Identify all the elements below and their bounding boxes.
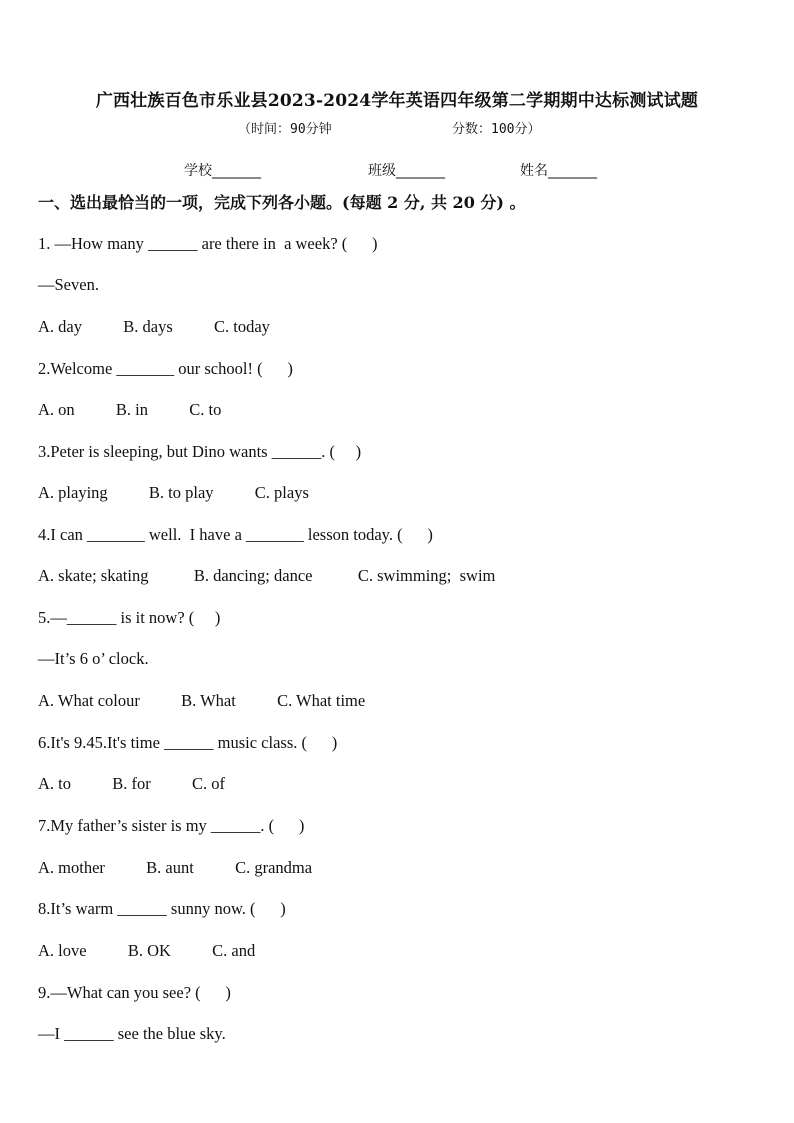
options-line: A. love B. OK C. and — [38, 941, 256, 960]
question-line: 7.My father’s sister is my ______. ( ) — [38, 816, 305, 835]
answer-line: —It’s 6 o’ clock. — [38, 649, 149, 668]
question-line: 2.Welcome _______ our school! ( ) — [38, 359, 293, 378]
question-line: 9.—What can you see? ( ) — [38, 983, 231, 1002]
class-field: 班级_______ — [368, 163, 445, 179]
question-line: 3.Peter is sleeping, but Dino wants ______. ( ) — [38, 442, 362, 461]
section-heading: 一、选出最恰当的一项，完成下列各小题。(每题 2 分, 共 20 分) 。 — [38, 193, 526, 212]
options-line: A. day B. days C. today — [38, 317, 270, 336]
options-line: A. skate; skating B. dancing; dance C. swimming; swim — [38, 566, 496, 585]
name-field: 姓名_______ — [520, 163, 597, 179]
exam-time: （时间：90分钟 — [238, 122, 332, 137]
answer-line: —I ______ see the blue sky. — [38, 1024, 226, 1043]
options-line: A. mother B. aunt C. grandma — [38, 858, 313, 877]
options-line: A. What colour B. What C. What time — [38, 691, 366, 710]
options-line: A. to B. for C. of — [38, 774, 225, 793]
answer-line: —Seven. — [38, 275, 99, 294]
question-line: 5.—______ is it now? ( ) — [38, 608, 221, 627]
question-line: 4.I can _______ well. I have a _______ lesson today. ( ) — [38, 525, 433, 544]
exam-title: 广西壮族百色市乐业县2023-2024学年英语四年级第二学期期中达标测试试题 — [95, 91, 699, 111]
options-line: A. on B. in C. to — [38, 400, 222, 419]
exam-score: 分数：100分） — [452, 122, 541, 137]
options-line: A. playing B. to play C. plays — [38, 483, 309, 502]
question-line: 8.It’s warm ______ sunny now. ( ) — [38, 899, 286, 918]
question-line: 6.It's 9.45.It's time ______ music class. ( ) — [38, 733, 338, 752]
school-field: 学校_______ — [184, 163, 261, 179]
question-line: 1. —How many ______ are there in a week? ( ) — [38, 234, 378, 253]
